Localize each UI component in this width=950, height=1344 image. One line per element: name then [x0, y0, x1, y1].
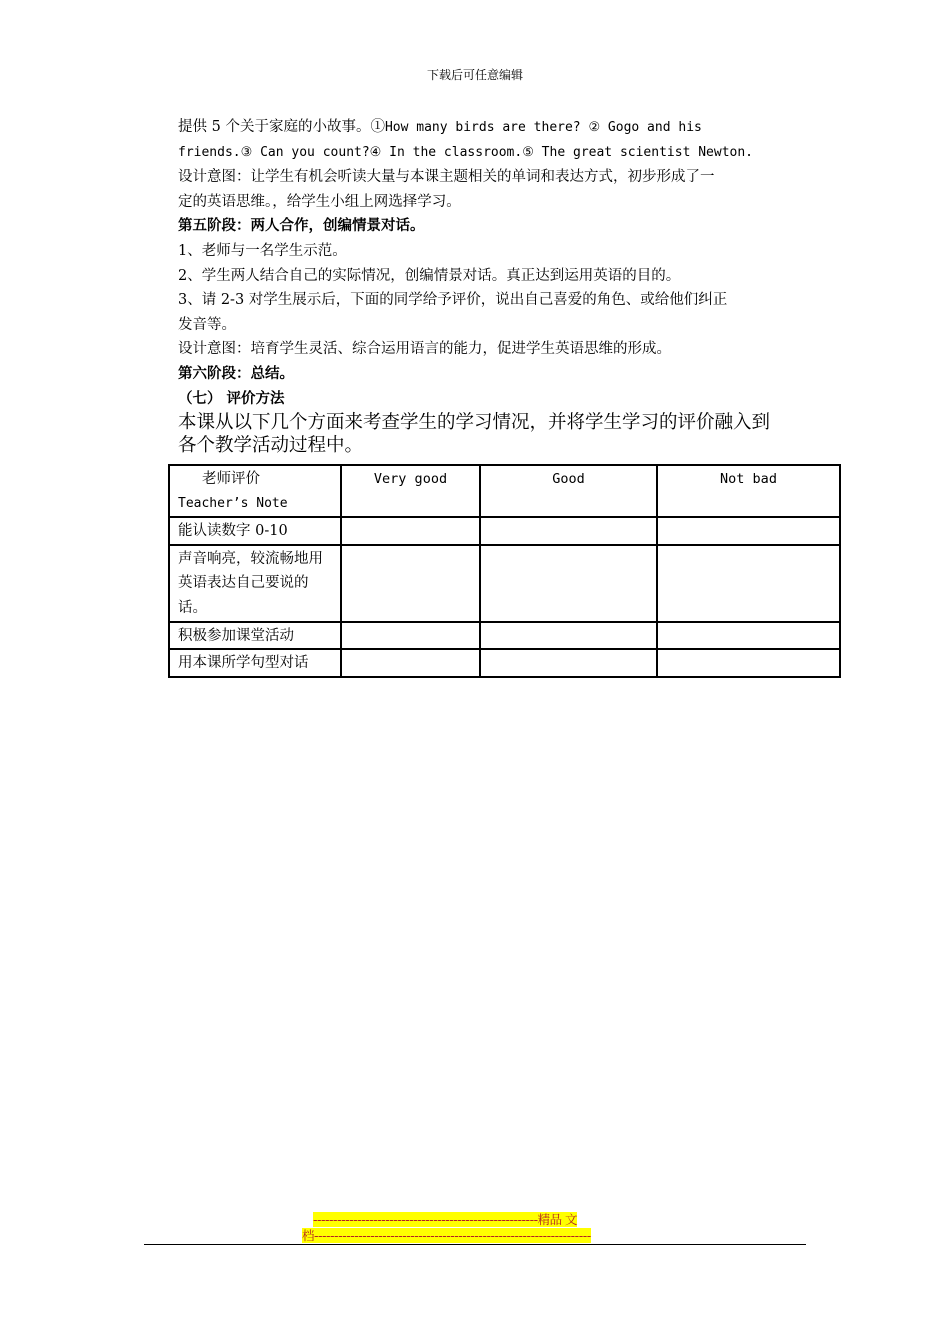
table-row [169, 622, 840, 650]
row-label: 声音响亮，较流畅地用英语表达自己要说的话。 [169, 545, 341, 622]
table-cell [657, 545, 840, 622]
list-item: 1、老师与一名学生示范。 [178, 242, 347, 259]
paragraph-line: 设计意图：让学生有机会听读大量与本课主题相关的单词和表达方式，初步形成了一 [178, 169, 715, 186]
document-body [178, 115, 806, 457]
column-header-good: Good [480, 465, 657, 517]
evaluation-table [168, 464, 841, 678]
section-7-text: 各个教学活动过程中。 [178, 435, 364, 457]
footer-line-2: 档--------------------------------------------------------------------- [302, 1228, 591, 1243]
row-label: 用本课所学句型对话 [169, 649, 341, 677]
column-header-very-good: Very good [341, 465, 480, 517]
table-cell [341, 545, 480, 622]
section-7-text: 本课从以下几个方面来考查学生的学习情况，并将学生学习的评价融入到 [178, 412, 771, 434]
table-cell [480, 649, 657, 677]
table-cell [657, 622, 840, 650]
section-7-title: （七） 评价方法 [178, 390, 285, 407]
table-cell [480, 545, 657, 622]
page-header: 下载后可任意编辑 [426, 68, 523, 82]
table-header-cell [169, 465, 341, 517]
section-6-title: 第六阶段：总结。 [178, 365, 294, 382]
paragraph-line [178, 115, 806, 141]
footer-rule [144, 1244, 806, 1245]
row-label: 积极参加课堂活动 [169, 622, 341, 650]
table-row [169, 545, 840, 622]
list-item: 3、请 2-3 对学生展示后，下面的同学给予评价，说出自己喜爱的角色、或给他们纠正 [178, 292, 728, 309]
row-label: 能认读数字 0-10 [169, 517, 341, 545]
paragraph-line: 定的英语思维。，给学生小组上网选择学习。 [178, 193, 461, 210]
header-en: Teacher’s Note [178, 495, 288, 511]
section-5-title: 第五阶段：两人合作，创编情景对话。 [178, 218, 425, 235]
text-en: How many birds are there? ② Gogo and his [384, 120, 702, 135]
table-row [169, 649, 840, 677]
table-cell [341, 517, 480, 545]
table-row [169, 517, 840, 545]
footer-line-1: --------------------------------------------------------精品 文 [313, 1212, 578, 1227]
table-header-row [169, 465, 840, 517]
text-cn: 提供 5 个关于家庭的小故事。① [178, 119, 385, 135]
table-cell [341, 649, 480, 677]
column-header-not-bad: Not bad [657, 465, 840, 517]
list-item: 2、学生两人结合自己的实际情况，创编情景对话。真正达到运用英语的目的。 [178, 267, 681, 284]
design-intent: 设计意图：培育学生灵活、综合运用语言的能力，促进学生英语思维的形成。 [178, 341, 671, 358]
table-cell [480, 517, 657, 545]
table-cell [480, 622, 657, 650]
header-cn: 老师评价 [202, 471, 260, 487]
table-cell [657, 649, 840, 677]
table-cell [657, 517, 840, 545]
list-item-continued: 发音等。 [178, 316, 236, 333]
table-cell [341, 622, 480, 650]
paragraph-line: friends.③ Can you count?④ In the classroom.⑤ The great scientist Newton. [178, 144, 754, 160]
